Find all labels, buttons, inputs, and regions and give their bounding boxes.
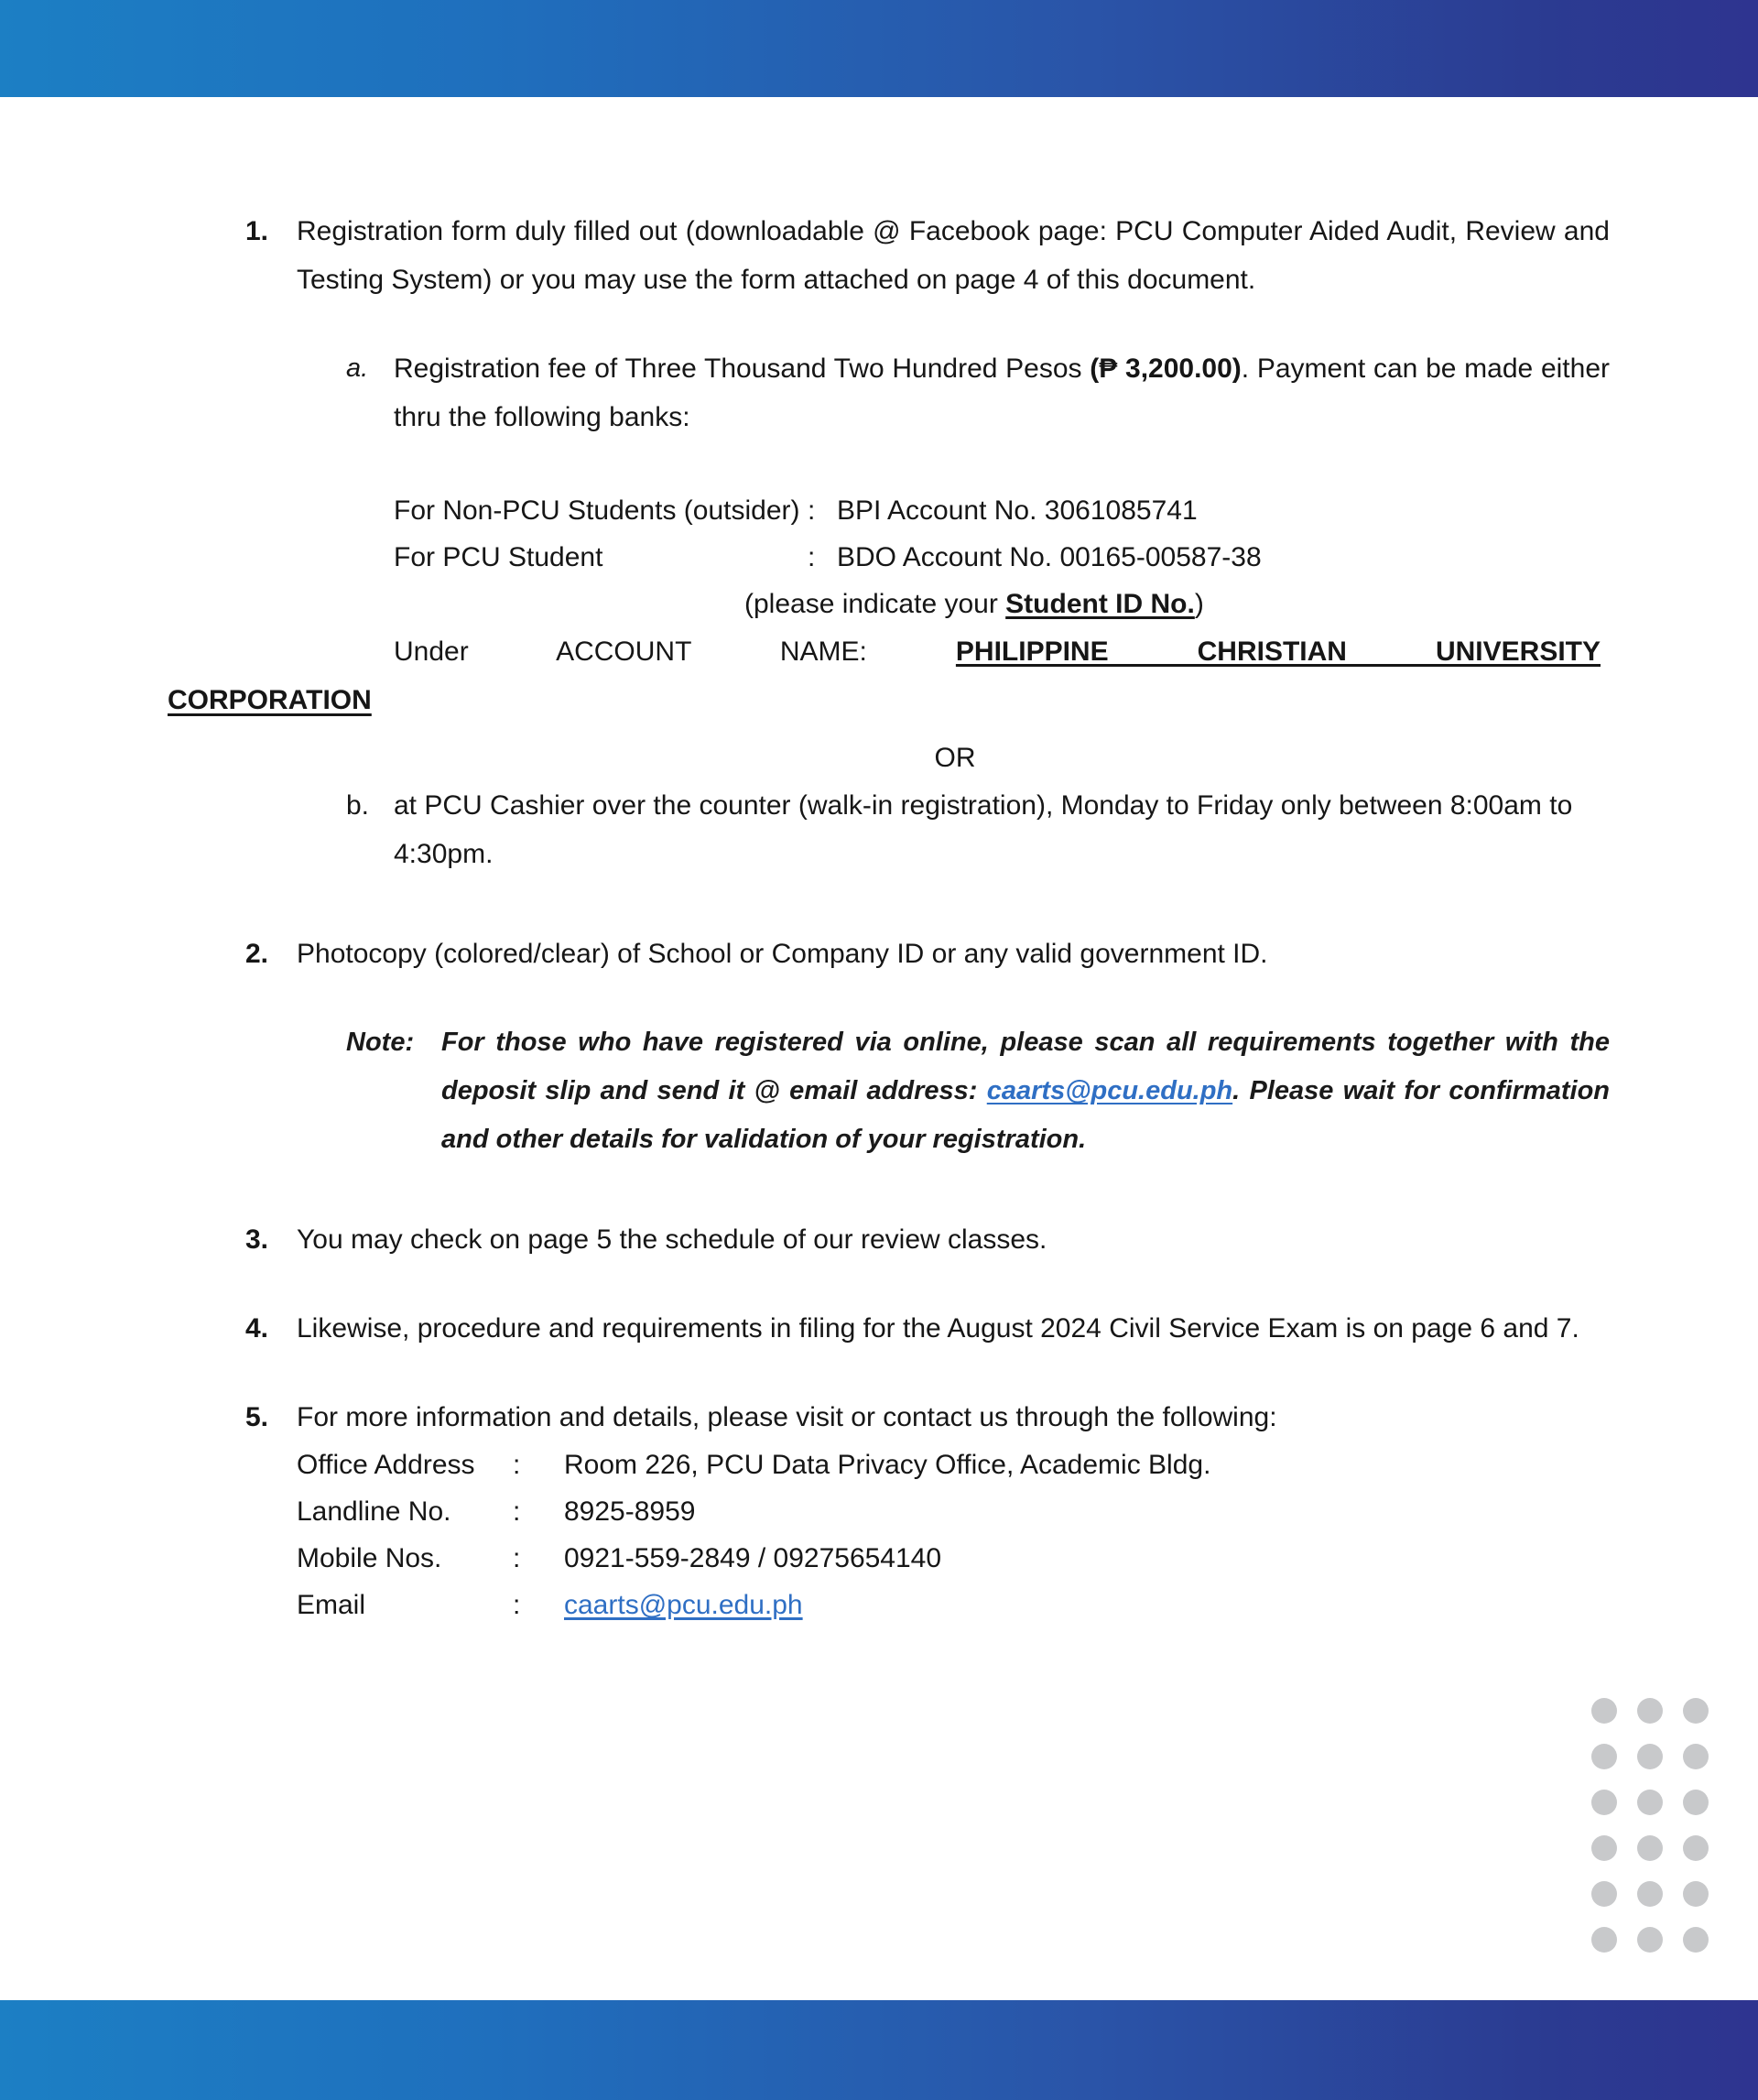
account-name-line: [394, 627, 1601, 676]
list-marker-1: 1.: [245, 216, 269, 246]
account-name-continuation: CORPORATION: [168, 685, 372, 715]
contact-value-email: [564, 1582, 1610, 1628]
note-text-part2: . Please wait for confirmation and other details for validation of your registration.: [441, 1076, 1610, 1154]
bank-account-value: BPI Account No. 3061085741: [837, 495, 1198, 526]
document-content: [168, 207, 1610, 1628]
list-item-b: [346, 781, 1610, 878]
list-item-3-text: You may check on page 5 the schedule of our review classes.: [297, 1224, 1047, 1255]
list-marker-3: 3.: [245, 1224, 269, 1255]
contact-label: Landline No.: [297, 1496, 451, 1527]
list-marker-a: a.: [346, 354, 369, 383]
fee-text-after: . Payment can be made either thru the following banks:: [394, 354, 1610, 432]
list-item-b-text: at PCU Cashier over the counter (walk-in registration), Monday to Friday only between 8:00am to 4:30pm.: [394, 790, 1573, 869]
list-item-a-text: [394, 344, 1610, 441]
student-id-emphasis: Student ID No.: [1005, 589, 1195, 619]
decorative-dot: [1637, 1835, 1663, 1861]
note-text-part1: For those who have registered via online, please scan all requirements together with the deposit slip and send it @ email address:: [441, 1028, 1610, 1105]
spacer: [245, 304, 1610, 344]
decorative-dot: [1591, 1698, 1617, 1724]
decorative-dot: [1591, 1835, 1617, 1861]
contact-details-table: [297, 1442, 1610, 1628]
bank-label: For PCU Student: [394, 542, 603, 572]
student-id-instruction: [744, 581, 1610, 627]
decorative-dot: [1683, 1790, 1709, 1815]
list-item-a: [346, 344, 1610, 441]
account-name-prefix: Under ACCOUNT NAME:: [394, 637, 956, 667]
list-marker-5: 5.: [245, 1402, 269, 1432]
bank-row: [394, 487, 1610, 534]
or-divider: OR: [934, 743, 976, 773]
account-name-value: PHILIPPINE CHRISTIAN UNIVERSITY: [955, 637, 1601, 667]
spacer: [245, 441, 1610, 482]
list-marker-b: b.: [346, 790, 370, 821]
decorative-dot: [1637, 1698, 1663, 1724]
decorative-dot: [1637, 1881, 1663, 1907]
contact-label: Office Address: [297, 1450, 475, 1480]
list-item-5: [245, 1393, 1610, 1442]
decorative-dot: [1683, 1927, 1709, 1953]
contact-row: [297, 1488, 1610, 1535]
contact-label: Mobile Nos.: [297, 1543, 442, 1573]
list-item-1-text: Registration form duly filled out (downloadable @ Facebook page: PCU Computer Aided Audit, Review and Testing System) or you may use the form attached on page 4 of this document.: [297, 216, 1610, 295]
account-name-block: [168, 627, 1610, 715]
list-item-1: [245, 207, 1610, 304]
bank-label: For Non-PCU Students (outsider): [394, 495, 800, 526]
decorative-dot: [1591, 1881, 1617, 1907]
note-text: [441, 1018, 1610, 1164]
contact-row: [297, 1442, 1610, 1488]
document-page: [0, 97, 1758, 2000]
decorative-dot: [1683, 1698, 1709, 1724]
bank-colon: :: [808, 495, 816, 526]
note-label: Note:: [346, 1028, 415, 1057]
list-item-4: [245, 1304, 1610, 1353]
contact-colon: :: [513, 1590, 521, 1620]
bank-accounts-block: [394, 487, 1610, 581]
list-item-5-text: For more information and details, please visit or contact us through the following:: [297, 1402, 1277, 1432]
decorative-dot: [1591, 1744, 1617, 1769]
list-item-3: [245, 1215, 1610, 1264]
spacer: [245, 878, 1610, 930]
decorative-dot: [1683, 1881, 1709, 1907]
contact-value-mobile: 0921-559-2849 / 09275654140: [564, 1543, 942, 1573]
bottom-gradient-bar: [0, 2000, 1758, 2100]
contact-value-office-address: Room 226, PCU Data Privacy Office, Academic Bldg.: [564, 1450, 1211, 1480]
decorative-dot: [1591, 1927, 1617, 1953]
contact-colon: :: [513, 1496, 521, 1527]
contact-row: [297, 1535, 1610, 1582]
list-marker-2: 2.: [245, 939, 269, 969]
top-gradient-bar: [0, 0, 1758, 97]
bank-colon: :: [808, 542, 816, 572]
instruction-prefix: (please indicate your: [744, 589, 1006, 619]
decorative-dot: [1637, 1790, 1663, 1815]
bank-account-value: BDO Account No. 00165-00587-38: [837, 542, 1262, 572]
contact-value-landline: 8925-8959: [564, 1496, 696, 1527]
spacer: [245, 978, 1610, 1018]
contact-row: [297, 1582, 1610, 1628]
spacer: [245, 1164, 1610, 1215]
note-email-link[interactable]: caarts@pcu.edu.ph: [986, 1076, 1233, 1105]
contact-colon: :: [513, 1543, 521, 1573]
contact-email-link[interactable]: caarts@pcu.edu.ph: [564, 1590, 803, 1620]
note-block: [346, 1018, 1610, 1164]
list-marker-4: 4.: [245, 1313, 269, 1344]
bank-row: [394, 534, 1610, 581]
fee-amount: (₱ 3,200.00): [1090, 354, 1242, 384]
list-item-2: [245, 930, 1610, 978]
contact-label: Email: [297, 1590, 366, 1620]
decorative-dot: [1683, 1835, 1709, 1861]
decorative-dot: [1591, 1790, 1617, 1815]
decorative-dot: [1637, 1927, 1663, 1953]
dot-grid-decoration: [1591, 1698, 1709, 1953]
list-item-4-text: Likewise, procedure and requirements in filing for the August 2024 Civil Service Exam is on page 6 and 7.: [297, 1313, 1579, 1344]
instruction-suffix: ): [1194, 589, 1204, 619]
spacer: [245, 1353, 1610, 1393]
fee-text-before: Registration fee of Three Thousand Two Hundred Pesos: [394, 354, 1091, 384]
contact-colon: :: [513, 1450, 521, 1480]
decorative-dot: [1683, 1744, 1709, 1769]
spacer: [245, 1264, 1610, 1304]
list-item-2-text: Photocopy (colored/clear) of School or Company ID or any valid government ID.: [297, 939, 1268, 969]
decorative-dot: [1637, 1744, 1663, 1769]
